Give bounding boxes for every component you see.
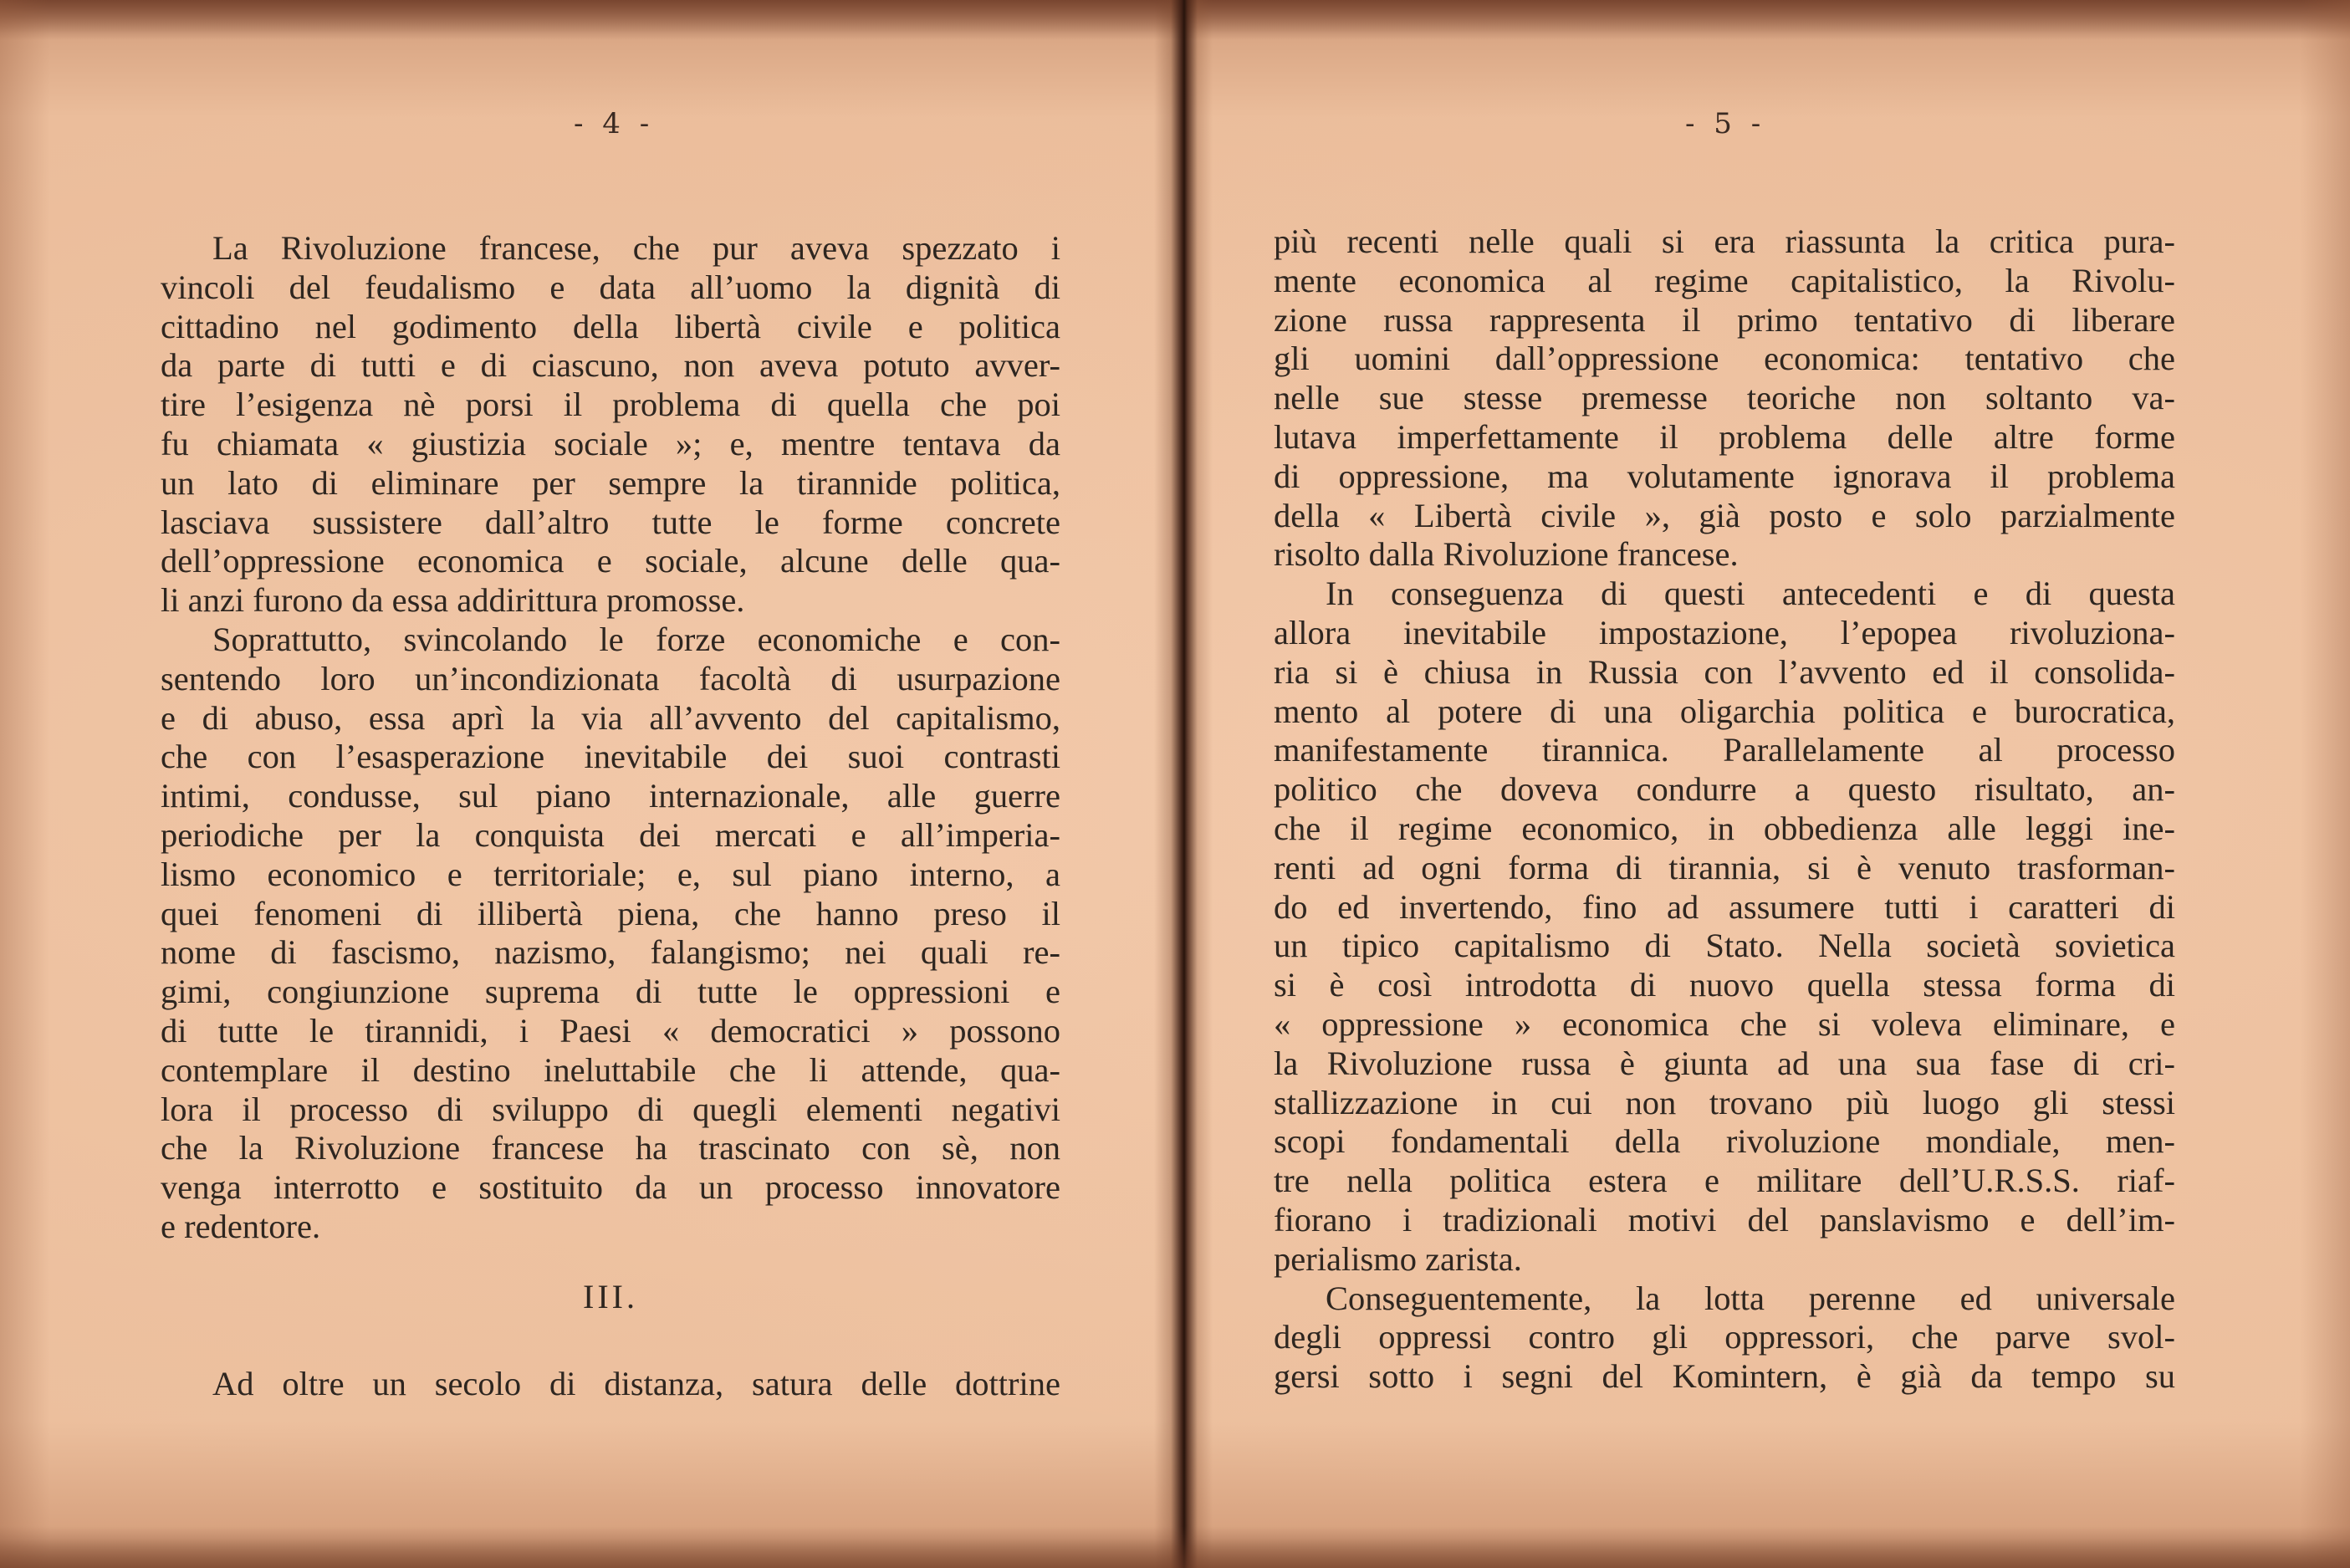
text-line: gersi sotto i segni del Komintern, è già da tempo su bbox=[1274, 1357, 2175, 1396]
text-line: e redentore. bbox=[161, 1207, 321, 1245]
text-line: intimi, condusse, sul piano internazionale, alle guerre bbox=[161, 777, 1060, 815]
left-page bbox=[0, 0, 1171, 1568]
text-line: allora inevitabile impostazione, l’epopea rivoluziona- bbox=[1274, 613, 2175, 651]
left-page-body bbox=[161, 229, 1060, 1247]
text-line: degli oppressi contro gli oppressori, che parve svol- bbox=[1274, 1318, 2175, 1356]
text-line: mento al potere di una oligarchia politica e burocratica, bbox=[1274, 692, 2175, 730]
text-line: gimi, congiunzione suprema di tutte le oppressioni e bbox=[161, 973, 1060, 1011]
text-line: tire l’esigenza nè porsi il problema di quella che poi bbox=[161, 386, 1060, 424]
text-line: dell’oppressione economica e sociale, alcune delle qua- bbox=[161, 542, 1060, 580]
text-line: nome di fascismo, nazismo, falangismo; nei quali re- bbox=[161, 933, 1060, 972]
text-line: di tutte le tirannidi, i Paesi « democratici » possono bbox=[161, 1011, 1060, 1050]
text-line: manifestamente tirannica. Parallelamente al processo bbox=[1274, 731, 2175, 769]
text-line: gli uomini dall’oppressione economica: tentativo che bbox=[1274, 340, 2175, 378]
text-line: lora il processo di sviluppo di quegli elementi negativi bbox=[161, 1090, 1060, 1128]
text-line: vincoli del feudalismo e data all’uomo la dignità di bbox=[161, 268, 1060, 306]
text-line: Conseguentemente, la lotta perenne ed universale bbox=[1326, 1279, 2175, 1317]
text-line: che con l’esasperazione inevitabile dei suoi contrasti bbox=[161, 738, 1060, 776]
text-line: quei fenomeni di illibertà piena, che hanno preso il bbox=[161, 894, 1060, 932]
text-line: venga interrotto e sostituito da un processo innovatore bbox=[161, 1168, 1060, 1207]
text-line: un lato di eliminare per sempre la tirannide politica, bbox=[161, 463, 1060, 502]
text-line: fu chiamata « giustizia sociale »; e, mentre tentava da bbox=[161, 424, 1060, 462]
text-line: della « Libertà civile », già posto e solo parzialmente bbox=[1274, 496, 2175, 534]
text-line: di oppressione, ma volutamente ignorava il problema bbox=[1274, 457, 2175, 495]
text-line: In conseguenza di questi antecedenti e di questa bbox=[1326, 575, 2175, 613]
text-line: lismo economico e territoriale; e, sul piano interno, a bbox=[161, 855, 1060, 893]
text-line: che la Rivoluzione francese ha trascinato con sè, non bbox=[161, 1129, 1060, 1167]
text-line: ria si è chiusa in Russia con l’avvento ed il consolida- bbox=[1274, 652, 2175, 691]
text-line: fiorano i tradizionali motivi del panslavismo e dell’im- bbox=[1274, 1200, 2175, 1239]
section-heading: III. bbox=[583, 1278, 638, 1315]
text-line: lasciava sussistere dall’altro tutte le forme concrete bbox=[161, 503, 1060, 541]
text-line: zione russa rappresenta il primo tentativo di liberare bbox=[1274, 300, 2175, 339]
text-line: La Rivoluzione francese, che pur aveva spezzato i bbox=[212, 229, 1060, 267]
text-line: risolto dalla Rivoluzione francese. bbox=[1274, 535, 1739, 574]
text-line: da parte di tutti e di ciascuno, non aveva potuto avver- bbox=[161, 346, 1060, 385]
text-line: un tipico capitalismo di Stato. Nella società sovietica bbox=[1274, 927, 2175, 965]
text-line: do ed invertendo, fino ad assumere tutti i caratteri di bbox=[1274, 887, 2175, 926]
text-line: che il regime economico, in obbedienza alle leggi ine- bbox=[1274, 809, 2175, 847]
bottom-edge-shadow bbox=[0, 1526, 2350, 1568]
text-line: e di abuso, essa aprì la via all’avvento del capitalismo, bbox=[161, 698, 1060, 737]
text-line: tre nella politica estera e militare dell’U.R.S.S. riaf- bbox=[1274, 1162, 2175, 1200]
page-number-right: - 5 - bbox=[1685, 107, 1766, 140]
text-line: perialismo zarista. bbox=[1274, 1239, 1522, 1278]
text-line: sentendo loro un’incondizionata facoltà di usurpazione bbox=[161, 659, 1060, 697]
text-line: si è così introdotta di nuovo quella stessa forma di bbox=[1274, 966, 2175, 1004]
text-line: la Rivoluzione russa è giunta ad una sua fase di cri- bbox=[1274, 1044, 2175, 1082]
text-line: « oppressione » economica che si voleva eliminare, e bbox=[1274, 1004, 2175, 1043]
text-line: mente economica al regime capitalistico, la Rivolu- bbox=[1274, 261, 2175, 299]
text-line: periodiche per la conquista dei mercati e all’imperia- bbox=[161, 815, 1060, 854]
text-line: politico che doveva condurre a questo risultato, an- bbox=[1274, 770, 2175, 809]
text-line: scopi fondamentali della rivoluzione mondiale, men- bbox=[1274, 1122, 2175, 1161]
right-page-body bbox=[1274, 222, 2175, 1397]
text-line: Soprattutto, svincolando le forze economiche e con- bbox=[212, 620, 1060, 658]
text-line: più recenti nelle quali si era riassunta la critica pura- bbox=[1274, 222, 2175, 260]
right-page bbox=[1196, 0, 2350, 1568]
section-first-line: Ad oltre un secolo di distanza, satura delle dottrine bbox=[212, 1365, 1060, 1402]
text-line: stallizzazione in cui non trovano più luogo gli stessi bbox=[1274, 1083, 2175, 1121]
text-line: contemplare il destino ineluttabile che li attende, qua- bbox=[161, 1050, 1060, 1089]
text-line: lutava imperfettamente il problema delle altre forme bbox=[1274, 417, 2175, 456]
text-line: nelle sue stesse premesse teoriche non soltanto va- bbox=[1274, 379, 2175, 417]
text-line: renti ad ogni forma di tirannia, si è venuto trasforman- bbox=[1274, 848, 2175, 886]
text-line: cittadino nel godimento della libertà civile e politica bbox=[161, 307, 1060, 345]
text-line: li anzi furono da essa addirittura promosse. bbox=[161, 581, 745, 620]
page-number-left: - 4 - bbox=[574, 107, 655, 140]
